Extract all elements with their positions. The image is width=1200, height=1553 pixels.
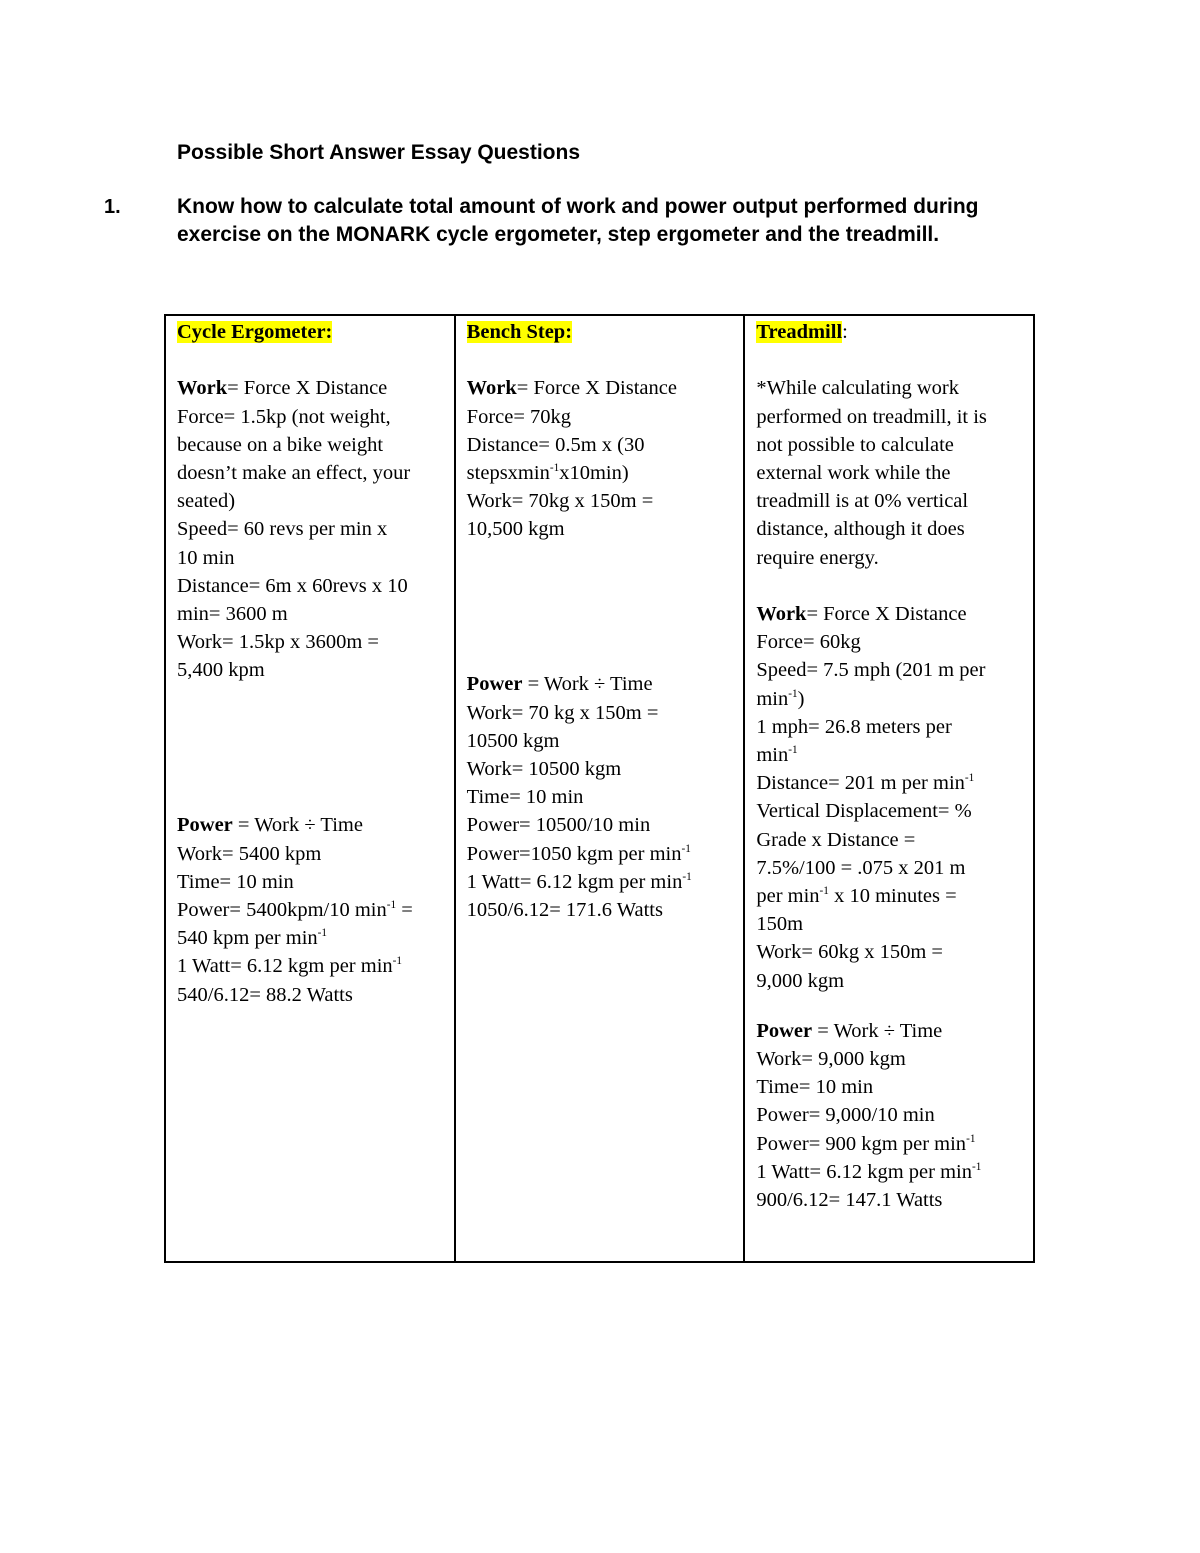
treadmill-vertical-displacement: Vertical Displacement= % [756,800,972,823]
cycle-force-note: seated) [177,490,236,513]
cycle-power-time: Time= 10 min [177,870,294,893]
bench-watts-result: 1050/6.12= 171.6 Watts [466,898,663,921]
treadmill-speed: Speed= 7.5 mph (201 m per [756,659,986,682]
treadmill-note: external work while the [756,462,951,484]
treadmill-note: performed on treadmill, it is [756,405,987,428]
bench-distance-cont: stepsxmin$^{-1}$x10min) [466,462,629,484]
treadmill-header: Treadmill [756,321,843,343]
cycle-work-formula: Work= Force X Distance [177,377,388,400]
bench-power-result: Power=1050 kgm per $\min^{-1}$ [466,842,691,865]
bench-power-formula: Power = Work ÷ Time [466,673,653,696]
treadmill-vertical-displacement: per $\min^{-1} x$ 10 minutes = [756,885,957,908]
treadmill-speed-cont: $\min^{-1}$) [756,687,805,710]
treadmill-power-formula: Power = Work ÷ Time [756,1019,943,1042]
treadmill-vertical-displacement: 7.5%/100 = .075 x 201 m [756,856,966,879]
treadmill-vertical-displacement: 150m [756,913,804,936]
treadmill-note: require energy. [756,546,879,569]
cycle-header: Cycle Ergometer: [177,321,333,343]
treadmill-power-result: Power= 900 kgm per $\min^{-1}$ [756,1132,976,1155]
treadmill-note: treadmill is at 0% vertical [756,490,969,513]
cycle-ergometer-column [166,316,454,1261]
bench-step-column [454,316,744,1261]
treadmill-header-line: Treadmill: [756,321,848,343]
treadmill-watt-conversion: 1 Watt= 6.12 kgm per $\min^{-1}$ [756,1160,982,1183]
work-power-table [164,314,1035,1263]
treadmill-power-work: Work= 9,000 kgm [756,1048,906,1071]
question-number: 1. [104,196,121,218]
bench-header: Bench Step: [466,321,573,343]
treadmill-note: *While calculating work [756,377,959,400]
treadmill-power-time: Time= 10 min [756,1076,874,1099]
treadmill-force: Force= 60kg [756,631,861,654]
cycle-force: Force= 1.5kp (not weight, [177,405,391,428]
cycle-power-calc: Power= 5400kpm/10 $\min^{-1}$ = [177,898,413,921]
bench-force: Force= 70kg [466,405,572,428]
bench-power-work-calc: Work= 70 kg x 150m = [466,701,659,724]
treadmill-mph-cont: $\min^{-1}$ [756,744,798,767]
treadmill-work-result: 9,000 kgm [756,969,845,992]
cycle-power-result: 540 kpm per $\min^{-1}$ [177,927,328,950]
cycle-power-work: Work= 5400 kpm [177,842,322,865]
treadmill-work-formula: Work= Force X Distance [756,603,967,625]
cycle-force-note: doesn’t make an effect, your [177,462,411,484]
cycle-watt-conversion: 1 Watt= 6.12 kgm per $\min^{-1}$ [177,955,403,978]
treadmill-column [743,316,1033,1261]
treadmill-distance: Distance= 201 m per $\min^{-1}$ [756,772,975,795]
treadmill-mph-conversion: 1 mph= 26.8 meters per [756,715,952,738]
cycle-work-calc: Work= 1.5kp x 3600m = [177,631,379,654]
treadmill-note: distance, although it does [756,518,965,541]
treadmill-power-calc: Power= 9,000/10 min [756,1104,935,1127]
page-title: Possible Short Answer Essay Questions [177,141,581,164]
cycle-power-formula: Power = Work ÷ Time [177,814,363,837]
treadmill-vertical-displacement: Grade x Distance = [756,828,916,851]
cycle-watts-result: 540/6.12= 88.2 Watts [177,983,353,1006]
bench-watt-conversion: 1 Watt= 6.12 kgm per $\min^{-1}$ [466,870,692,893]
cycle-force-note: because on a bike weight [177,433,384,456]
bench-power-calc: Power= 10500/10 min [466,814,651,837]
bench-distance: Distance= 0.5m x (30 [466,433,645,456]
bench-power-work: Work= 10500 kgm [466,757,622,780]
bench-power-time: Time= 10 min [466,786,584,809]
treadmill-note: not possible to calculate [756,433,954,456]
bench-work-result: 10,500 kgm [466,518,565,541]
cycle-work-result: 5,400 kpm [177,659,265,682]
cycle-distance-result: min= 3600 m [177,603,288,626]
bench-work-calc: Work= 70kg x 150m = [466,490,654,513]
bench-work-formula: Work= Force X Distance [466,377,677,400]
cycle-speed-duration: 10 min [177,546,235,569]
cycle-distance: Distance= 6m x 60revs x 10 [177,574,408,597]
treadmill-work-calc: Work= 60kg x 150m = [756,941,943,964]
bench-power-work-result: 10500 kgm [466,729,560,752]
question-text: Know how to calculate total amount of work and power output performed during exercise on the MONARK cycle ergometer, step ergometer and the treadmill. [177,195,979,246]
treadmill-watts-result: 900/6.12= 147.1 Watts [756,1189,943,1212]
cycle-speed: Speed= 60 revs per min x [177,518,388,541]
